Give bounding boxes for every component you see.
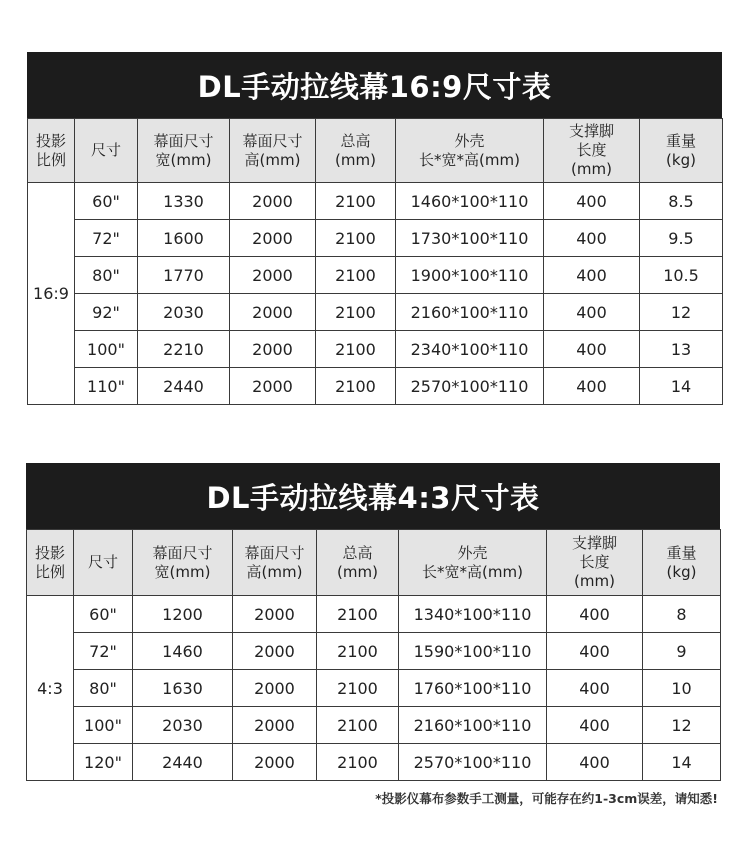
header-row bbox=[28, 119, 723, 183]
table-cell: 400 bbox=[547, 707, 643, 744]
table-cell: 1340*100*110 bbox=[399, 596, 547, 633]
table-cell: 110" bbox=[75, 368, 138, 405]
table-cell: 1730*100*110 bbox=[396, 220, 544, 257]
table-cell: 2100 bbox=[316, 183, 396, 220]
table-cell: 2160*100*110 bbox=[399, 707, 547, 744]
table-cell: 1630 bbox=[133, 670, 233, 707]
table-cell: 400 bbox=[544, 220, 640, 257]
table-cell: 1330 bbox=[138, 183, 230, 220]
table-cell: 100" bbox=[74, 707, 133, 744]
table-cell: 80" bbox=[74, 670, 133, 707]
table-cell: 2000 bbox=[230, 183, 316, 220]
table-cell: 2000 bbox=[233, 670, 317, 707]
table-title: DL手动拉线幕16:9尺寸表 bbox=[27, 52, 722, 118]
column-header: 投影 比例 bbox=[27, 530, 74, 596]
size-table-16-9 bbox=[27, 52, 722, 405]
table-row bbox=[28, 220, 723, 257]
table-cell: 1760*100*110 bbox=[399, 670, 547, 707]
table-cell: 2100 bbox=[316, 368, 396, 405]
table-row bbox=[28, 183, 723, 220]
measurement-footnote: *投影仪幕布参数手工测量，可能存在约1-3cm误差，请知悉! bbox=[375, 791, 718, 806]
column-header: 外壳 长*宽*高(mm) bbox=[399, 530, 547, 596]
column-header: 重量 (kg) bbox=[643, 530, 721, 596]
table-cell: 1460 bbox=[133, 633, 233, 670]
table-cell: 400 bbox=[544, 183, 640, 220]
table-cell: 2100 bbox=[316, 257, 396, 294]
table-cell: 8.5 bbox=[640, 183, 723, 220]
table-cell: 2340*100*110 bbox=[396, 331, 544, 368]
table-cell: 2100 bbox=[317, 707, 399, 744]
column-header: 重量 (kg) bbox=[640, 119, 723, 183]
table-cell: 400 bbox=[544, 368, 640, 405]
table-row bbox=[27, 707, 721, 744]
spec-table bbox=[27, 118, 723, 405]
table-cell: 2160*100*110 bbox=[396, 294, 544, 331]
table-row bbox=[27, 633, 721, 670]
table-cell: 1600 bbox=[138, 220, 230, 257]
table-row bbox=[27, 744, 721, 781]
table-cell: 2210 bbox=[138, 331, 230, 368]
table-cell: 2000 bbox=[233, 596, 317, 633]
table-cell: 2100 bbox=[317, 744, 399, 781]
table-cell: 2030 bbox=[138, 294, 230, 331]
column-header: 支撑脚 长度 (mm) bbox=[544, 119, 640, 183]
table-cell: 2000 bbox=[230, 294, 316, 331]
table-cell: 2000 bbox=[230, 331, 316, 368]
table-cell: 2000 bbox=[233, 744, 317, 781]
table-cell: 2000 bbox=[230, 368, 316, 405]
table-cell: 9.5 bbox=[640, 220, 723, 257]
column-header: 尺寸 bbox=[74, 530, 133, 596]
table-cell: 9 bbox=[643, 633, 721, 670]
table-cell: 80" bbox=[75, 257, 138, 294]
table-cell: 92" bbox=[75, 294, 138, 331]
spec-table bbox=[26, 529, 721, 781]
table-cell: 72" bbox=[74, 633, 133, 670]
table-cell: 14 bbox=[640, 368, 723, 405]
table-cell: 400 bbox=[544, 257, 640, 294]
table-cell: 2100 bbox=[317, 670, 399, 707]
table-cell: 2100 bbox=[317, 633, 399, 670]
column-header: 总高 (mm) bbox=[317, 530, 399, 596]
table-cell: 10.5 bbox=[640, 257, 723, 294]
table-cell: 10 bbox=[643, 670, 721, 707]
table-cell: 2000 bbox=[230, 220, 316, 257]
table-cell: 1460*100*110 bbox=[396, 183, 544, 220]
ratio-cell: 16:9 bbox=[28, 183, 75, 405]
table-cell: 2100 bbox=[316, 220, 396, 257]
table-cell: 2440 bbox=[133, 744, 233, 781]
table-row bbox=[28, 294, 723, 331]
column-header: 幕面尺寸 宽(mm) bbox=[138, 119, 230, 183]
column-header: 投影 比例 bbox=[28, 119, 75, 183]
table-row bbox=[27, 670, 721, 707]
header-row bbox=[27, 530, 721, 596]
table-cell: 2440 bbox=[138, 368, 230, 405]
table-cell: 12 bbox=[643, 707, 721, 744]
column-header: 总高 (mm) bbox=[316, 119, 396, 183]
table-cell: 2000 bbox=[230, 257, 316, 294]
table-cell: 1770 bbox=[138, 257, 230, 294]
table-cell: 12 bbox=[640, 294, 723, 331]
table-cell: 60" bbox=[74, 596, 133, 633]
column-header: 尺寸 bbox=[75, 119, 138, 183]
table-cell: 2000 bbox=[233, 633, 317, 670]
table-row bbox=[27, 596, 721, 633]
table-cell: 400 bbox=[544, 331, 640, 368]
table-cell: 400 bbox=[547, 596, 643, 633]
table-cell: 100" bbox=[75, 331, 138, 368]
table-cell: 2000 bbox=[233, 707, 317, 744]
table-row bbox=[28, 368, 723, 405]
table-cell: 1590*100*110 bbox=[399, 633, 547, 670]
table-cell: 400 bbox=[547, 744, 643, 781]
table-cell: 120" bbox=[74, 744, 133, 781]
table-cell: 400 bbox=[547, 670, 643, 707]
table-cell: 14 bbox=[643, 744, 721, 781]
table-cell: 2030 bbox=[133, 707, 233, 744]
table-row bbox=[28, 331, 723, 368]
column-header: 外壳 长*宽*高(mm) bbox=[396, 119, 544, 183]
column-header: 幕面尺寸 高(mm) bbox=[233, 530, 317, 596]
table-cell: 400 bbox=[544, 294, 640, 331]
table-cell: 72" bbox=[75, 220, 138, 257]
table-cell: 1200 bbox=[133, 596, 233, 633]
table-cell: 2570*100*110 bbox=[396, 368, 544, 405]
table-cell: 2100 bbox=[316, 331, 396, 368]
column-header: 幕面尺寸 高(mm) bbox=[230, 119, 316, 183]
table-cell: 400 bbox=[547, 633, 643, 670]
table-cell: 2100 bbox=[317, 596, 399, 633]
column-header: 支撑脚 长度 (mm) bbox=[547, 530, 643, 596]
table-cell: 1900*100*110 bbox=[396, 257, 544, 294]
size-table-4-3 bbox=[26, 463, 720, 781]
column-header: 幕面尺寸 宽(mm) bbox=[133, 530, 233, 596]
table-cell: 2100 bbox=[316, 294, 396, 331]
table-cell: 13 bbox=[640, 331, 723, 368]
table-cell: 2570*100*110 bbox=[399, 744, 547, 781]
ratio-cell: 4:3 bbox=[27, 596, 74, 781]
table-row bbox=[28, 257, 723, 294]
table-cell: 8 bbox=[643, 596, 721, 633]
table-title: DL手动拉线幕4:3尺寸表 bbox=[26, 463, 720, 529]
table-cell: 60" bbox=[75, 183, 138, 220]
